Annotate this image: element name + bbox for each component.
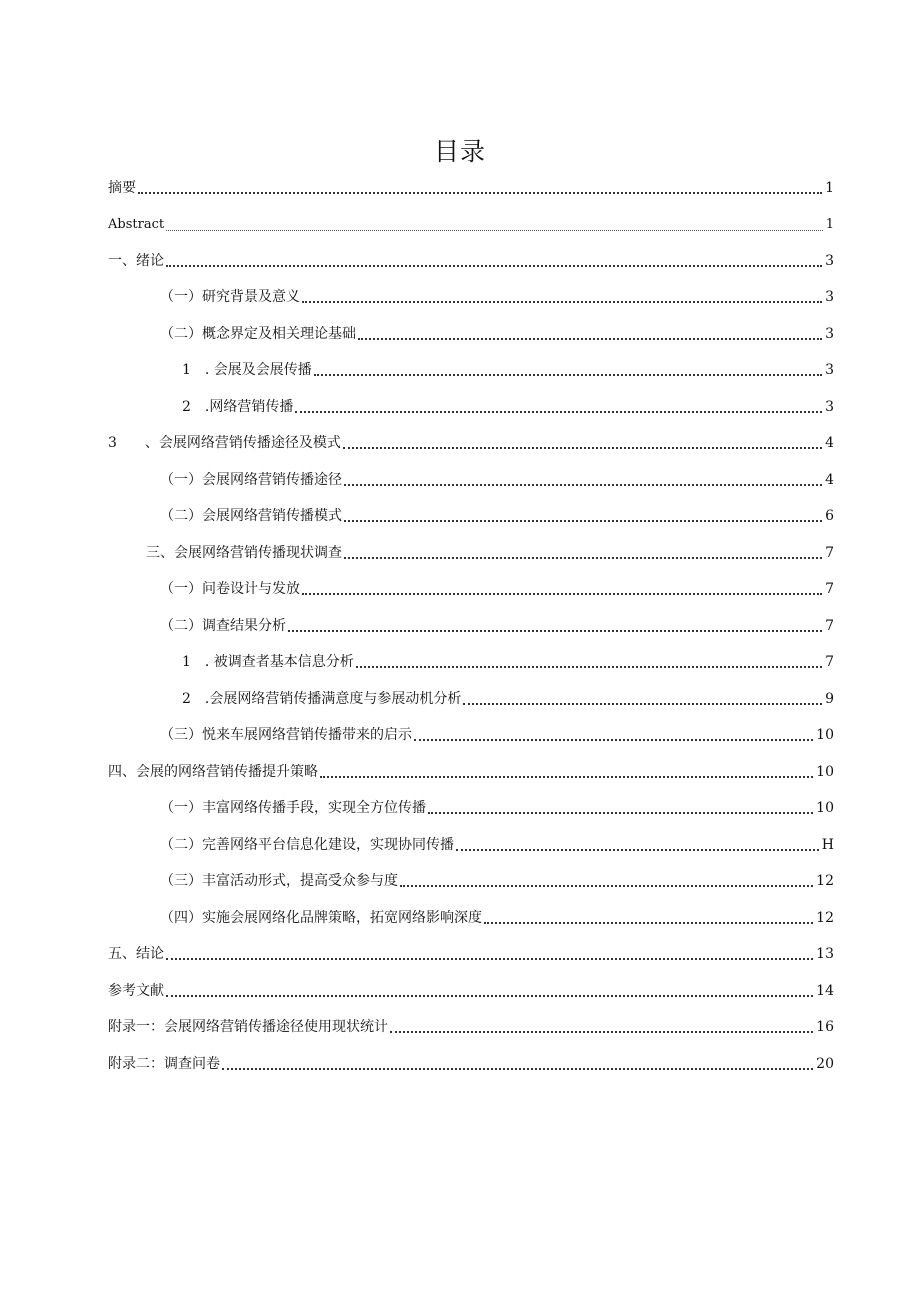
toc-entry-page: 9 xyxy=(825,691,834,707)
toc-entry-label: （二）会展网络营销传播模式 xyxy=(160,508,342,524)
dot-leader xyxy=(428,812,813,814)
dot-leader xyxy=(166,230,823,231)
toc-entry[interactable] xyxy=(108,758,834,782)
toc-entry[interactable] xyxy=(182,356,834,380)
toc-entry-page: 1 xyxy=(825,217,834,232)
toc-entry[interactable] xyxy=(160,575,834,599)
toc-entry[interactable] xyxy=(160,867,834,891)
dot-leader xyxy=(344,484,822,486)
toc-entry[interactable] xyxy=(108,211,834,235)
toc-entry-page: 7 xyxy=(825,618,834,634)
toc-entry-page: 7 xyxy=(825,581,834,597)
dot-leader xyxy=(358,338,822,340)
toc-entry-label: （一）会展网络营销传播途径 xyxy=(160,472,342,488)
toc-entry-page: 4 xyxy=(825,472,834,488)
toc-entry[interactable] xyxy=(108,1050,834,1074)
toc-entry-page: 3 xyxy=(825,253,834,269)
toc-entry-label: （二）调查结果分析 xyxy=(160,618,286,634)
dot-leader xyxy=(166,958,813,960)
dot-leader xyxy=(400,885,813,887)
toc-entry[interactable] xyxy=(160,320,834,344)
toc-entry-page: 20 xyxy=(816,1056,834,1072)
toc-entry-page: 1 xyxy=(825,180,834,196)
dot-leader xyxy=(302,301,822,303)
toc-entry[interactable] xyxy=(160,466,834,490)
toc-entry[interactable] xyxy=(108,1013,834,1037)
toc-entry-label: 四、会展的网络营销传播提升策略 xyxy=(108,764,318,780)
toc-entry-page: 7 xyxy=(825,654,834,670)
toc-entry[interactable] xyxy=(108,429,834,453)
toc-entry-label: （一）问卷设计与发放 xyxy=(160,581,300,597)
toc-entry[interactable] xyxy=(108,247,834,271)
toc-entry-page: 10 xyxy=(816,764,834,780)
dot-leader xyxy=(166,995,813,997)
toc-entry-label: （二）完善网络平台信息化建设，实现协同传播 xyxy=(160,837,454,853)
toc-entry-label: （三）悦来车展网络营销传播带来的启示 xyxy=(160,727,412,743)
toc-entry-label: 三、会展网络营销传播现状调查 xyxy=(146,545,342,561)
toc-entry[interactable] xyxy=(108,940,834,964)
toc-entry[interactable] xyxy=(160,721,834,745)
toc-entry-label: 摘要 xyxy=(108,180,136,196)
toc-entry-label: （二）概念界定及相关理论基础 xyxy=(160,326,356,342)
toc-entry[interactable] xyxy=(182,685,834,709)
dot-leader xyxy=(314,374,822,376)
page-title: 目录 xyxy=(433,137,486,166)
toc-entry-label: 3 、会展网络营销传播途径及模式 xyxy=(108,435,341,451)
toc-entry[interactable] xyxy=(160,831,834,855)
toc-entry-page: 4 xyxy=(825,435,834,451)
dot-leader xyxy=(166,265,822,267)
toc-entry[interactable] xyxy=(182,393,834,417)
dot-leader xyxy=(463,703,822,705)
toc-entry-page: 10 xyxy=(816,800,834,816)
toc-entry[interactable] xyxy=(182,648,834,672)
toc-entry-page: 13 xyxy=(816,946,834,962)
toc-entry-page: 10 xyxy=(816,727,834,743)
toc-entry-label: 附录二：调查问卷 xyxy=(108,1056,220,1072)
dot-leader xyxy=(356,666,822,668)
toc-entry-page: 3 xyxy=(825,399,834,415)
toc-entry-label: （一）丰富网络传播手段，实现全方位传播 xyxy=(160,800,426,816)
toc-entry-label: 一、绪论 xyxy=(108,253,164,269)
toc-entry-label: 1 . 被调查者基本信息分析 xyxy=(182,654,354,670)
toc-entry[interactable] xyxy=(160,904,834,928)
toc-entry-page: 3 xyxy=(825,289,834,305)
dot-leader xyxy=(344,520,822,522)
toc-entry-page: 7 xyxy=(825,545,834,561)
toc-entry-label: 五、结论 xyxy=(108,946,164,962)
toc-entry-page: 6 xyxy=(825,508,834,524)
dot-leader xyxy=(343,447,822,449)
toc-entry-page: 16 xyxy=(816,1019,834,1035)
toc-entry[interactable] xyxy=(160,502,834,526)
toc-entry-label: Abstract xyxy=(108,217,165,232)
dot-leader xyxy=(390,1031,813,1033)
toc-entry-label: 2 .网络营销传播 xyxy=(182,399,294,415)
toc-entry-page: 14 xyxy=(816,983,834,999)
dot-leader xyxy=(295,411,822,413)
toc-entry-page: 3 xyxy=(825,326,834,342)
toc-entry[interactable] xyxy=(146,539,834,563)
dot-leader xyxy=(138,192,822,194)
toc-entry-label: 参考文献 xyxy=(108,983,164,999)
dot-leader xyxy=(320,776,813,778)
dot-leader xyxy=(302,593,822,595)
dot-leader xyxy=(414,739,813,741)
dot-leader xyxy=(288,630,822,632)
toc-entry-page: 12 xyxy=(816,910,834,926)
toc-entry-page: H xyxy=(821,837,834,853)
dot-leader xyxy=(222,1068,813,1070)
toc-entry[interactable] xyxy=(160,794,834,818)
toc-entry-label: （四）实施会展网络化品牌策略，拓宽网络影响深度 xyxy=(160,910,482,926)
toc-entry-page: 3 xyxy=(825,362,834,378)
toc-entry-label: 2 .会展网络营销传播满意度与参展动机分析 xyxy=(182,691,462,707)
dot-leader xyxy=(484,922,813,924)
dot-leader xyxy=(344,557,822,559)
toc-entry[interactable] xyxy=(108,977,834,1001)
toc-entry-label: 附录一：会展网络营销传播途径使用现状统计 xyxy=(108,1019,388,1035)
toc-entry-label: 1 . 会展及会展传播 xyxy=(182,362,312,378)
toc-entry-page: 12 xyxy=(816,873,834,889)
toc-entry-label: （一）研究背景及意义 xyxy=(160,289,300,305)
toc-entry-label: （三）丰富活动形式，提高受众参与度 xyxy=(160,873,398,889)
dot-leader xyxy=(456,849,819,851)
toc-entry[interactable] xyxy=(160,283,834,307)
toc-entry[interactable] xyxy=(160,612,834,636)
toc-entry[interactable] xyxy=(108,174,834,198)
